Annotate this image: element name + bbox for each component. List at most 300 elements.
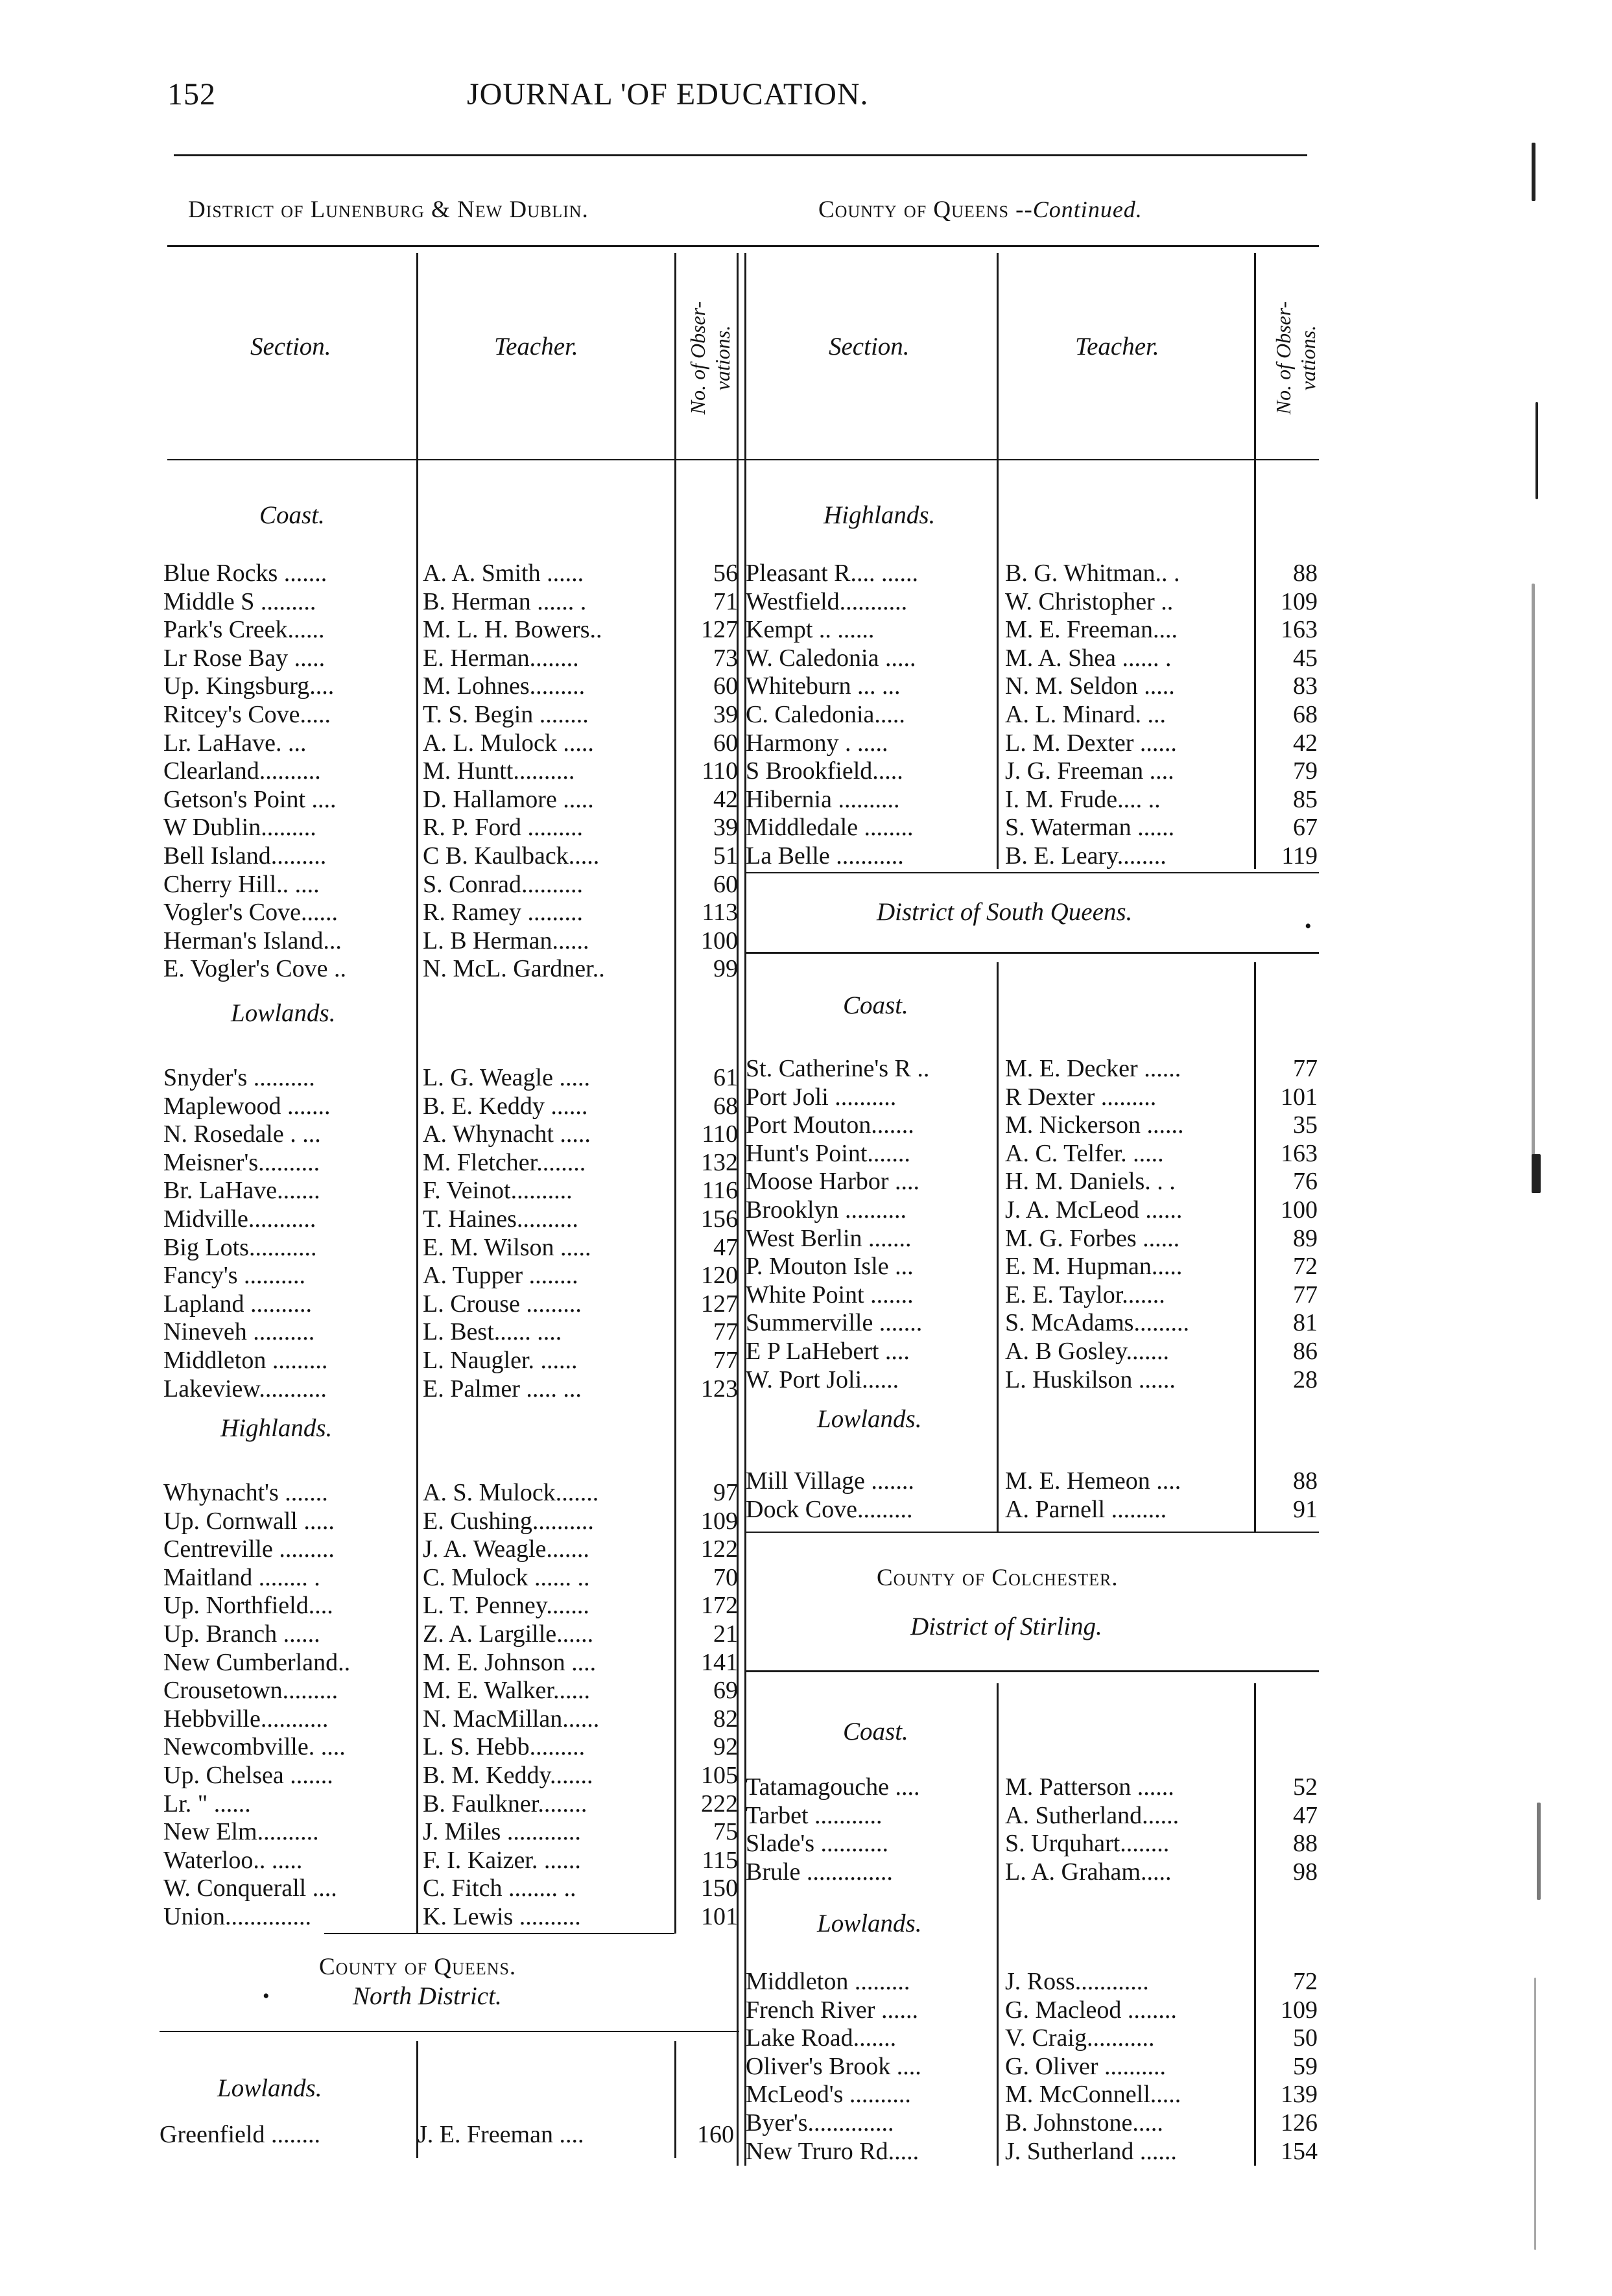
- teacher-name: L. M. Dexter ......: [1005, 729, 1177, 757]
- table-row: [163, 1478, 743, 1507]
- table-row: [163, 1092, 743, 1120]
- observation-count: 83: [1293, 672, 1318, 700]
- table-row: [163, 1120, 743, 1148]
- observation-count: 172: [701, 1592, 738, 1620]
- section-name: Hebbville...........: [163, 1705, 329, 1733]
- group-title-coast-colchester: Coast.: [843, 1718, 908, 1746]
- section-name: Tatamagouche ....: [746, 1773, 920, 1801]
- table-row: [163, 1375, 743, 1403]
- observation-count: 92: [713, 1733, 738, 1761]
- observation-count: 141: [701, 1648, 738, 1676]
- table-row: [163, 615, 743, 644]
- observation-count: 101: [701, 1903, 738, 1930]
- section-name: Union..............: [163, 1903, 311, 1930]
- table-row: [163, 1233, 743, 1262]
- observation-count: 119: [1281, 842, 1318, 870]
- table-row: [746, 1111, 1325, 1139]
- observation-count: 35: [1293, 1111, 1318, 1139]
- observation-count: 163: [1281, 616, 1318, 644]
- observation-count: 72: [1293, 1253, 1318, 1281]
- teacher-name: E. E. Taylor.......: [1005, 1281, 1165, 1308]
- observation-count: 101: [1281, 1083, 1318, 1111]
- section-name: Brule ..............: [746, 1858, 893, 1886]
- teacher-name: E. Palmer ..... ...: [423, 1375, 582, 1402]
- header-rule: [174, 154, 1307, 156]
- section-name: Up. Chelsea .......: [163, 1762, 333, 1789]
- observation-count: 123: [701, 1375, 738, 1402]
- table-row: [163, 729, 743, 757]
- observation-count: 82: [713, 1705, 738, 1733]
- section-name: C. Caledonia.....: [746, 701, 905, 728]
- table-row: [746, 842, 1325, 870]
- table-row: [163, 927, 743, 955]
- teacher-name: Z. A. Largille......: [423, 1620, 594, 1648]
- margin-mark-4: [1532, 1154, 1541, 1193]
- teacher-name: A. S. Mulock.......: [423, 1479, 599, 1506]
- observation-count: 73: [713, 644, 738, 672]
- table-row: [746, 587, 1325, 616]
- section-name: Moose Harbor ....: [746, 1168, 920, 1196]
- right-county-header: [818, 196, 1143, 224]
- teacher-name: B. E. Keddy ......: [423, 1092, 588, 1120]
- teacher-name: A. C. Telfer. .....: [1005, 1139, 1164, 1167]
- observation-count: 79: [1293, 757, 1318, 785]
- table-row: [163, 1790, 743, 1818]
- teacher-name: J. A. McLeod ......: [1005, 1196, 1183, 1224]
- teacher-name: N. MacMillan......: [423, 1705, 600, 1733]
- teacher-name: J. A. Weagle.......: [423, 1535, 589, 1563]
- teacher-name: R Dexter .........: [1005, 1083, 1157, 1111]
- table-row: [163, 1063, 743, 1092]
- col-vrule-1: [997, 1683, 999, 2166]
- section-name: Lr. " ......: [163, 1790, 251, 1817]
- section-name: W Dublin.........: [163, 814, 316, 842]
- observation-count: 109: [1281, 587, 1318, 615]
- section-name: West Berlin .......: [746, 1224, 912, 1252]
- table-row: [163, 1733, 743, 1761]
- observation-count: 160: [697, 2121, 734, 2148]
- teacher-name: M. E. Freeman....: [1005, 616, 1178, 644]
- right-county-label: County of Queens --: [818, 196, 1033, 223]
- section-name: Big Lots...........: [163, 1233, 317, 1261]
- teacher-name: F. I. Kaizer. ......: [423, 1846, 581, 1874]
- section-name: Port Mouton.......: [746, 1111, 914, 1139]
- section-name: Ritcey's Cove.....: [163, 701, 331, 728]
- section-name: McLeod's ..........: [746, 2081, 911, 2109]
- group-title-coast-south-queens: Coast.: [843, 991, 908, 1019]
- observation-count: 116: [702, 1177, 738, 1205]
- section-name: Slade's ...........: [746, 1830, 889, 1858]
- teacher-name: J. Miles ............: [423, 1818, 581, 1846]
- teacher-name: K. Lewis ..........: [423, 1903, 581, 1930]
- section-name: Byer's..............: [746, 2109, 894, 2136]
- table-row: [163, 842, 743, 870]
- table-row: [163, 1761, 743, 1790]
- table-row: [746, 1967, 1325, 1996]
- colchester-title: County of Colchester.: [877, 1565, 1119, 1591]
- teacher-name: A. Whynacht .....: [423, 1120, 591, 1148]
- section-name: Lapland ..........: [163, 1290, 313, 1318]
- table-row: [163, 813, 743, 842]
- teacher-name: S. Waterman ......: [1005, 814, 1175, 842]
- section-name: Blue Rocks .......: [163, 560, 327, 587]
- colchester-district: District of Stirling.: [910, 1613, 1102, 1640]
- table-row: [163, 785, 743, 814]
- teacher-name: A. L. Mulock .....: [423, 729, 594, 757]
- table-row: [163, 1620, 743, 1648]
- section-name: E P LaHebert ....: [746, 1338, 910, 1365]
- table-row: [746, 672, 1325, 700]
- observation-count: 120: [701, 1262, 738, 1290]
- observation-count: 222: [701, 1790, 738, 1817]
- table-row: [746, 1281, 1325, 1309]
- table-row: [163, 1346, 743, 1375]
- right-header-rule: [744, 245, 1319, 247]
- margin-mark-6: [1534, 1978, 1536, 2250]
- group-title-lowlands-south-queens: Lowlands.: [817, 1405, 922, 1433]
- section-name: Greenfield ........: [160, 2121, 320, 2148]
- section-name: French River ......: [746, 1996, 918, 2024]
- south-queens-top-rule: [744, 872, 1319, 873]
- observation-count: 110: [702, 757, 738, 785]
- queens-north-title: County of Queens.: [319, 1954, 517, 1980]
- observation-count: 99: [713, 955, 738, 983]
- teacher-name: F. Veinot..........: [423, 1177, 573, 1205]
- teacher-name: M. E. Walker......: [423, 1677, 590, 1705]
- section-name: Westfield...........: [746, 587, 908, 615]
- section-name: Tarbet ...........: [746, 1801, 883, 1829]
- table-row: [746, 1773, 1325, 1801]
- observation-count: 156: [701, 1205, 738, 1233]
- section-name: P. Mouton Isle ...: [746, 1253, 914, 1281]
- observation-count: 59: [1293, 2052, 1318, 2080]
- observation-count: 110: [702, 1120, 738, 1148]
- group-title-lowlands-colchester: Lowlands.: [817, 1910, 922, 1937]
- section-name: Crousetown.........: [163, 1677, 338, 1705]
- section-name: Lake Road.......: [746, 2024, 897, 2052]
- observation-count: 76: [1293, 1168, 1318, 1196]
- table-row: [746, 2052, 1325, 2081]
- teacher-name: M. G. Forbes ......: [1005, 1224, 1180, 1252]
- table-row: [746, 1252, 1325, 1281]
- observation-count: 100: [701, 927, 738, 954]
- teacher-name: A. Sutherland......: [1005, 1801, 1179, 1829]
- observation-count: 60: [713, 870, 738, 898]
- observation-count: 132: [701, 1148, 738, 1176]
- observation-count: 56: [713, 560, 738, 587]
- teacher-name: G. Macleod ........: [1005, 1996, 1177, 2024]
- teacher-name: M. L. H. Bowers..: [423, 616, 602, 644]
- observation-count: 113: [702, 899, 738, 927]
- teacher-name: S. Urquhart........: [1005, 1830, 1170, 1858]
- colchester-top-rule: [744, 1532, 1319, 1533]
- section-name: N. Rosedale . ...: [163, 1120, 321, 1148]
- colchester-rule: [744, 1670, 1319, 1672]
- observation-count: 51: [713, 842, 738, 870]
- queens-north-rule: [160, 2031, 739, 2032]
- section-name: Lr Rose Bay .....: [163, 644, 326, 672]
- section-name: Lakeview...........: [163, 1375, 327, 1402]
- section-name: Clearland..........: [163, 757, 321, 785]
- group-title-highlands-right: Highlands.: [824, 501, 936, 529]
- section-name: Snyder's ..........: [163, 1064, 315, 1091]
- teacher-name: M. E. Hemeon ....: [1005, 1467, 1181, 1495]
- teacher-name: B. G. Whitman.. .: [1005, 560, 1180, 587]
- section-name: Whynacht's .......: [163, 1479, 328, 1506]
- sq-vrule-1: [997, 962, 999, 1533]
- right-col-section-header: Section.: [829, 333, 910, 361]
- margin-mark-1: [1532, 143, 1535, 201]
- section-name: Up. Cornwall .....: [163, 1507, 335, 1535]
- queens-north-group-lowlands: Lowlands.: [217, 2074, 322, 2102]
- section-name: Up. Northfield....: [163, 1592, 333, 1620]
- observation-count: 139: [1281, 2081, 1318, 2109]
- section-name: Hibernia ..........: [746, 785, 900, 813]
- observation-count: 109: [701, 1507, 738, 1535]
- table-row: [746, 615, 1325, 644]
- table-row: [163, 1591, 743, 1620]
- table-row: [163, 1817, 743, 1846]
- teacher-name: E. Cushing..........: [423, 1507, 594, 1535]
- observation-count: 60: [713, 672, 738, 700]
- teacher-name: B. Herman ...... .: [423, 587, 587, 615]
- teacher-name: M. Huntt..........: [423, 757, 575, 785]
- left-col-teacher-header: Teacher.: [494, 333, 578, 361]
- teacher-name: L. S. Hebb.........: [423, 1733, 586, 1761]
- left-district-header: District of Lunenburg & New Dublin.: [188, 196, 589, 223]
- table-row: [163, 1676, 743, 1705]
- right-col-teacher-header: Teacher.: [1075, 333, 1159, 361]
- observation-count: 71: [713, 587, 738, 615]
- section-name: W. Caledonia .....: [746, 644, 916, 672]
- teacher-name: M. E. Johnson ....: [423, 1648, 597, 1676]
- section-name: Mill Village .......: [746, 1467, 914, 1495]
- table-row: [746, 1083, 1325, 1111]
- group-title-lowlands: Lowlands.: [231, 999, 336, 1027]
- section-name: S Brookfield.....: [746, 757, 903, 785]
- table-row: [746, 729, 1325, 757]
- teacher-name: M. Nickerson ......: [1005, 1111, 1184, 1139]
- teacher-name: M. Lohnes.........: [423, 672, 586, 700]
- observation-count: 69: [713, 1677, 738, 1705]
- teacher-name: M. E. Decker ......: [1005, 1055, 1181, 1082]
- table-row: [163, 1176, 743, 1205]
- table-row: [746, 813, 1325, 842]
- section-name: Harmony . .....: [746, 729, 888, 757]
- table-row: [163, 1846, 743, 1875]
- observation-count: 52: [1293, 1773, 1318, 1801]
- section-name: St. Catherine's R ..: [746, 1055, 930, 1082]
- section-name: White Point .......: [746, 1281, 914, 1308]
- teacher-name: T. S. Begin ........: [423, 701, 589, 728]
- observation-count: 68: [1293, 701, 1318, 728]
- observation-count: 47: [713, 1233, 738, 1261]
- queens-north-top-rule: [324, 1933, 674, 1934]
- south-queens-dot: •: [1305, 916, 1312, 937]
- observation-count: 91: [1293, 1495, 1318, 1523]
- observation-count: 122: [701, 1535, 738, 1563]
- teacher-name: G. Oliver ..........: [1005, 2052, 1167, 2080]
- table-row: [746, 2024, 1325, 2052]
- table-row: [746, 1996, 1325, 2024]
- section-name: Vogler's Cove......: [163, 899, 338, 927]
- queens-north-bullet: •: [263, 1985, 270, 2007]
- teacher-name: D. Hallamore .....: [423, 785, 594, 813]
- table-row: [163, 954, 743, 983]
- south-queens-district: District of South Queens.: [877, 898, 1133, 926]
- table-row: [163, 870, 743, 899]
- table-row: [163, 1535, 743, 1563]
- table-row: [746, 1801, 1325, 1830]
- table-row: [746, 2080, 1325, 2109]
- teacher-name: N. McL. Gardner..: [423, 955, 605, 983]
- teacher-name: T. Haines..........: [423, 1205, 578, 1233]
- observation-count: 115: [702, 1846, 738, 1874]
- section-name: Hunt's Point.......: [746, 1139, 910, 1167]
- section-name: Brooklyn ..........: [746, 1196, 907, 1224]
- group-title-highlands: Highlands.: [220, 1414, 333, 1442]
- observation-count: 89: [1293, 1224, 1318, 1252]
- teacher-name: L. Crouse .........: [423, 1290, 582, 1318]
- teacher-name: S. Conrad..........: [423, 870, 583, 898]
- table-row: [163, 898, 743, 927]
- south-queens-rule: [744, 952, 1319, 954]
- observation-count: 67: [1293, 814, 1318, 842]
- section-name: Cherry Hill.. ....: [163, 870, 320, 898]
- teacher-name: C B. Kaulback.....: [423, 842, 600, 870]
- left-col-section-header: Section.: [250, 333, 331, 361]
- teacher-name: M. A. Shea ...... .: [1005, 644, 1172, 672]
- section-name: Pleasant R.... ......: [746, 560, 918, 587]
- teacher-name: J. E. Freeman ....: [418, 2121, 584, 2148]
- table-row: [746, 1196, 1325, 1224]
- observation-count: 88: [1293, 560, 1318, 587]
- table-row: [746, 2109, 1325, 2137]
- teacher-name: R. P. Ford .........: [423, 814, 584, 842]
- section-name: Centreville .........: [163, 1535, 335, 1563]
- table-row: [160, 2120, 739, 2149]
- observation-count: 86: [1293, 1338, 1318, 1365]
- observation-count: 77: [713, 1347, 738, 1374]
- teacher-name: E. Herman........: [423, 644, 579, 672]
- section-name: Middleton .........: [163, 1347, 328, 1374]
- observation-count: 42: [713, 785, 738, 813]
- right-county-continued: Continued.: [1032, 196, 1143, 222]
- table-row: [163, 559, 743, 587]
- teacher-name: I. M. Frude.... ..: [1005, 785, 1161, 813]
- teacher-name: J. G. Freeman ....: [1005, 757, 1174, 785]
- observation-count: 163: [1281, 1139, 1318, 1167]
- section-name: Kempt .. ......: [746, 616, 875, 644]
- table-row: [746, 1829, 1325, 1858]
- observation-count: 75: [713, 1818, 738, 1846]
- section-name: Getson's Point ....: [163, 785, 337, 813]
- teacher-name: L. A. Graham.....: [1005, 1858, 1172, 1886]
- table-row: [163, 700, 743, 729]
- table-row: [746, 1054, 1325, 1083]
- observation-count: 39: [713, 814, 738, 842]
- margin-mark-2: [1535, 402, 1538, 499]
- teacher-name: C. Fitch ........ ..: [423, 1875, 576, 1902]
- table-row: [746, 785, 1325, 814]
- table-row: [746, 1467, 1325, 1495]
- teacher-name: C. Mulock ...... ..: [423, 1563, 590, 1591]
- table-row: [163, 644, 743, 672]
- table-row: [746, 1495, 1325, 1524]
- table-row: [163, 1290, 743, 1318]
- page-number: 152: [167, 77, 216, 112]
- section-name: Oliver's Brook ....: [746, 2052, 921, 2080]
- margin-mark-5: [1537, 1803, 1541, 1900]
- table-row: [746, 1224, 1325, 1253]
- observation-count: 42: [1293, 729, 1318, 757]
- teacher-name: A. A. Smith ......: [423, 560, 584, 587]
- section-name: Whiteburn ... ...: [746, 672, 901, 700]
- table-row: [163, 1874, 743, 1902]
- table-row: [163, 1648, 743, 1677]
- section-name: Park's Creek......: [163, 616, 325, 644]
- table-row: [746, 757, 1325, 785]
- teacher-name: R. Ramey .........: [423, 899, 583, 927]
- observation-count: 77: [1293, 1055, 1318, 1082]
- teacher-name: M. Patterson ......: [1005, 1773, 1174, 1801]
- teacher-name: A. Tupper ........: [423, 1262, 578, 1290]
- teacher-name: J. Ross............: [1005, 1968, 1149, 1995]
- teacher-name: W. Christopher ..: [1005, 587, 1174, 615]
- observation-count: 68: [713, 1092, 738, 1120]
- observation-count: 70: [713, 1563, 738, 1591]
- teacher-name: A. B Gosley.......: [1005, 1338, 1169, 1365]
- observation-count: 61: [713, 1064, 738, 1091]
- table-row: [746, 559, 1325, 587]
- teacher-name: B. E. Leary........: [1005, 842, 1167, 870]
- table-row: [163, 1148, 743, 1177]
- section-name: Nineveh ..........: [163, 1318, 315, 1346]
- observation-count: 154: [1281, 2137, 1318, 2165]
- section-name: New Truro Rd.....: [746, 2137, 919, 2165]
- section-name: Up. Kingsburg....: [163, 672, 335, 700]
- observation-count: 98: [1293, 1858, 1318, 1886]
- section-name: La Belle ...........: [746, 842, 904, 870]
- teacher-name: B. Faulkner........: [423, 1790, 587, 1817]
- observation-count: 88: [1293, 1467, 1318, 1495]
- teacher-name: N. M. Seldon .....: [1005, 672, 1175, 700]
- observation-count: 109: [1281, 1996, 1318, 2024]
- section-name: Port Joli ..........: [746, 1083, 897, 1111]
- teacher-name: S. McAdams.........: [1005, 1309, 1189, 1337]
- teacher-name: L. Best...... ....: [423, 1318, 562, 1346]
- teacher-name: J. Sutherland ......: [1005, 2137, 1177, 2165]
- teacher-name: M. Fletcher........: [423, 1148, 586, 1176]
- col-vrule-2: [1254, 1683, 1256, 2166]
- teacher-name: L. B Herman......: [423, 927, 589, 954]
- observation-count: 21: [713, 1620, 738, 1648]
- teacher-name: L. Huskilson ......: [1005, 1366, 1176, 1393]
- teacher-name: H. M. Daniels. . .: [1005, 1168, 1176, 1196]
- section-name: Summerville .......: [746, 1309, 923, 1337]
- table-row: [163, 1318, 743, 1346]
- page-title: JOURNAL 'OF EDUCATION.: [467, 77, 869, 112]
- right-col-obs-header: No. of Obser- vations.: [1272, 301, 1320, 415]
- right-colhead-rule: [744, 459, 1319, 460]
- section-name: Middle S .........: [163, 587, 316, 615]
- group-title-coast: Coast.: [259, 501, 325, 529]
- section-name: W. Port Joli......: [746, 1366, 899, 1393]
- table-row: [746, 1858, 1325, 1886]
- section-name: Dock Cove.........: [746, 1495, 913, 1523]
- observation-count: 72: [1293, 1968, 1318, 1995]
- margin-mark-3: [1532, 584, 1535, 1167]
